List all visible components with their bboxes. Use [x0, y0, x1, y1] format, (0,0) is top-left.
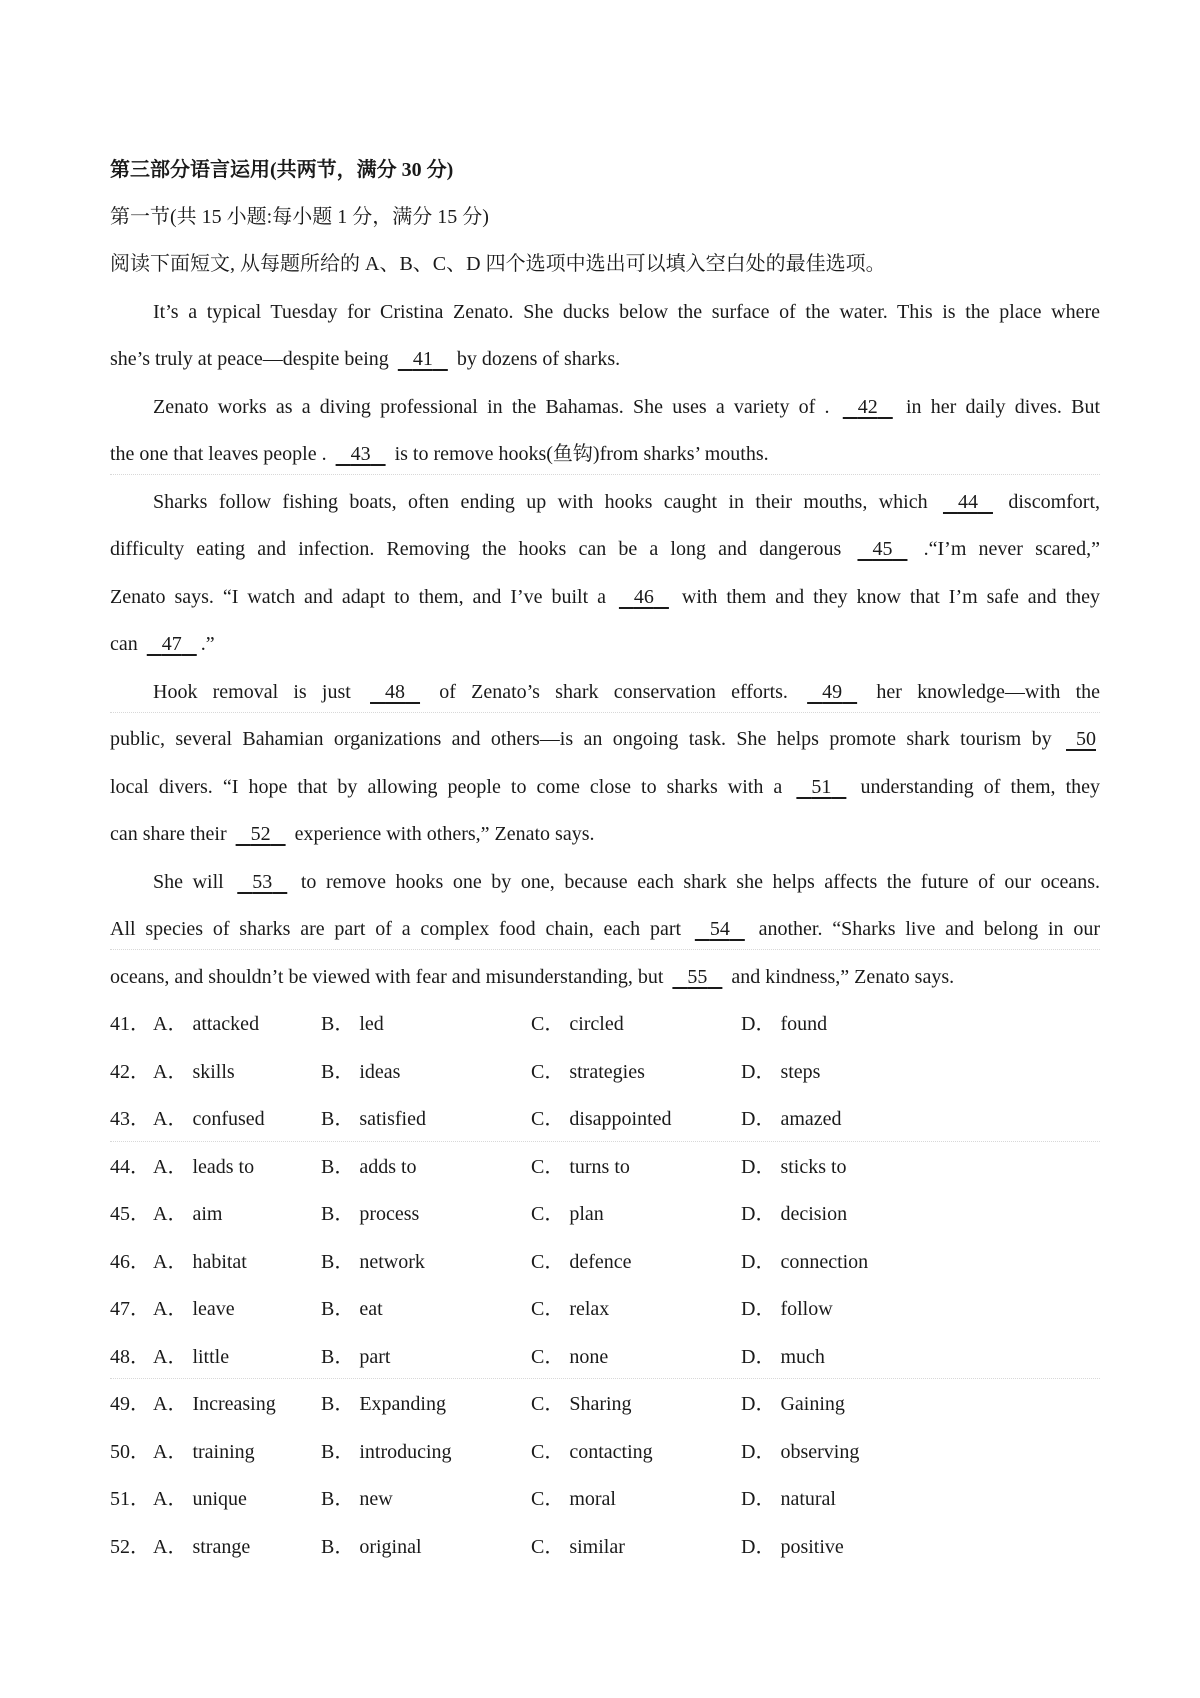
option-c: C． strategies — [531, 1061, 645, 1083]
option-b: B． ideas — [321, 1061, 401, 1083]
question-44 — [110, 1153, 1100, 1181]
question-number: 50． — [110, 1441, 150, 1463]
option-d: D． sticks to — [741, 1156, 847, 1178]
option-c: C． contacting — [531, 1441, 653, 1463]
option-a: A． aim — [153, 1203, 223, 1225]
option-b: B． adds to — [321, 1156, 417, 1178]
question-number: 49． — [110, 1393, 150, 1415]
option-c: C． circled — [531, 1013, 624, 1035]
option-d: D． connection — [741, 1251, 869, 1273]
passage-line: All species of sharks are part of a complex food chain, each part 54 another. “Sharks live and belong in our — [110, 915, 1100, 943]
question-48 — [110, 1343, 1100, 1371]
option-c: C． Sharing — [531, 1393, 632, 1415]
passage-line: She will 53 to remove hooks one by one, because each shark she helps affects the future of our oceans. — [153, 868, 1100, 896]
option-c: C． disappointed — [531, 1108, 672, 1130]
blank-55: 55 — [687, 966, 708, 988]
option-a: A． little — [153, 1346, 230, 1368]
question-number: 44． — [110, 1156, 150, 1178]
option-c: C． turns to — [531, 1156, 630, 1178]
option-a: A． attacked — [153, 1013, 260, 1035]
section-title: 第一节(共 15 小题:每小题 1 分，满分 15 分) — [110, 206, 489, 228]
option-d: D． observing — [741, 1441, 860, 1463]
blank-51: 51 — [811, 776, 832, 798]
question-number: 52． — [110, 1536, 150, 1558]
blank-44: 44 — [957, 491, 978, 513]
passage-line: Hook removal is just 48 of Zenato’s shark conservation efforts. 49 her knowledge—with the — [153, 678, 1100, 706]
question-43 — [110, 1105, 1100, 1133]
question-47 — [110, 1295, 1100, 1323]
question-51 — [110, 1485, 1100, 1513]
option-d: D． much — [741, 1346, 825, 1368]
passage-line: can share their 52 experience with others,” Zenato says. — [110, 820, 1100, 848]
option-b: B． Expanding — [321, 1393, 446, 1415]
option-d: D． follow — [741, 1298, 833, 1320]
question-52 — [110, 1533, 1100, 1561]
question-49 — [110, 1390, 1100, 1418]
option-b: B． eat — [321, 1298, 383, 1320]
blank-49: 49 — [822, 681, 843, 703]
passage-line: oceans, and shouldn’t be viewed with fear and misunderstanding, but 55 and kindness,” Zenato says. — [110, 963, 1100, 991]
question-41 — [110, 1010, 1100, 1038]
divider — [110, 474, 1100, 475]
passage-line: can 47 .” — [110, 630, 1100, 658]
blank-50: 50 — [1076, 728, 1096, 750]
option-d: D． natural — [741, 1488, 836, 1510]
blank-53: 53 — [252, 871, 273, 893]
passage-line: she’s truly at peace—despite being 41 by dozens of sharks. — [110, 345, 1100, 373]
passage-line: local divers. “I hope that by allowing people to come close to sharks with a 51 understanding of them, they — [110, 773, 1100, 801]
blank-47: 47 — [161, 633, 182, 655]
option-d: D． steps — [741, 1061, 821, 1083]
question-number: 45． — [110, 1203, 150, 1225]
option-c: C． similar — [531, 1536, 625, 1558]
option-a: A． training — [153, 1441, 255, 1463]
option-c: C． moral — [531, 1488, 616, 1510]
option-a: A． strange — [153, 1536, 251, 1558]
passage-line: public, several Bahamian organizations and others—is an ongoing task. She helps promote shark tourism by 50 — [110, 725, 1100, 753]
question-number: 51． — [110, 1488, 150, 1510]
passage-line: the one that leaves people . 43 is to remove hooks(鱼钩)from sharks’ mouths. — [110, 440, 1100, 468]
option-a: A． leave — [153, 1298, 235, 1320]
blank-43: 43 — [350, 443, 371, 465]
option-b: B． satisfied — [321, 1108, 426, 1130]
passage-line: It’s a typical Tuesday for Cristina Zenato. She ducks below the surface of the water. This is the place where — [153, 301, 1100, 323]
option-c: C． none — [531, 1346, 609, 1368]
question-45 — [110, 1200, 1100, 1228]
question-number: 48． — [110, 1346, 150, 1368]
option-c: C． relax — [531, 1298, 610, 1320]
divider — [110, 949, 1100, 950]
option-b: B． new — [321, 1488, 393, 1510]
blank-41: 41 — [412, 348, 433, 370]
option-d: D． positive — [741, 1536, 844, 1558]
blank-52: 52 — [250, 823, 271, 845]
option-c: C． plan — [531, 1203, 604, 1225]
question-42 — [110, 1058, 1100, 1086]
passage-line: Sharks follow fishing boats, often ending up with hooks caught in their mouths, which 44 discomfort, — [153, 488, 1100, 516]
question-50 — [110, 1438, 1100, 1466]
blank-48: 48 — [385, 681, 406, 703]
option-a: A． Increasing — [153, 1393, 276, 1415]
option-b: B． original — [321, 1536, 422, 1558]
option-a: A． confused — [153, 1108, 265, 1130]
divider — [110, 1378, 1100, 1379]
option-d: D． amazed — [741, 1108, 842, 1130]
question-46 — [110, 1248, 1100, 1276]
question-number: 46． — [110, 1251, 150, 1273]
option-a: A． habitat — [153, 1251, 247, 1273]
question-number: 42． — [110, 1061, 150, 1083]
part-title: 第三部分语言运用(共两节，满分 30 分) — [110, 159, 454, 181]
blank-45: 45 — [872, 538, 893, 560]
option-a: A． leads to — [153, 1156, 255, 1178]
option-a: A． unique — [153, 1488, 247, 1510]
option-b: B． process — [321, 1203, 420, 1225]
blank-54: 54 — [709, 918, 730, 940]
option-b: B． part — [321, 1346, 391, 1368]
question-number: 47． — [110, 1298, 150, 1320]
divider — [110, 712, 1100, 713]
instructions: 阅读下面短文, 从每题所给的 A、B、C、D 四个选项中选出可以填入空白处的最佳选项。 — [110, 253, 886, 275]
option-d: D． found — [741, 1013, 828, 1035]
option-c: C． defence — [531, 1251, 632, 1273]
option-a: A． skills — [153, 1061, 235, 1083]
option-b: B． network — [321, 1251, 425, 1273]
blank-42: 42 — [857, 396, 878, 418]
passage-line: difficulty eating and infection. Removing the hooks can be a long and dangerous 45 .“I’m never scared,” — [110, 535, 1100, 563]
option-d: D． decision — [741, 1203, 848, 1225]
question-number: 43． — [110, 1108, 150, 1130]
passage-line: Zenato says. “I watch and adapt to them, and I’ve built a 46 with them and they know that I’m safe and they — [110, 583, 1100, 611]
option-b: B． led — [321, 1013, 384, 1035]
blank-46: 46 — [633, 586, 654, 608]
passage-line: Zenato works as a diving professional in the Bahamas. She uses a variety of . 42 in her daily dives. But — [153, 393, 1100, 421]
divider — [110, 1141, 1100, 1142]
option-d: D． Gaining — [741, 1393, 845, 1415]
option-b: B． introducing — [321, 1441, 452, 1463]
question-number: 41． — [110, 1013, 150, 1035]
